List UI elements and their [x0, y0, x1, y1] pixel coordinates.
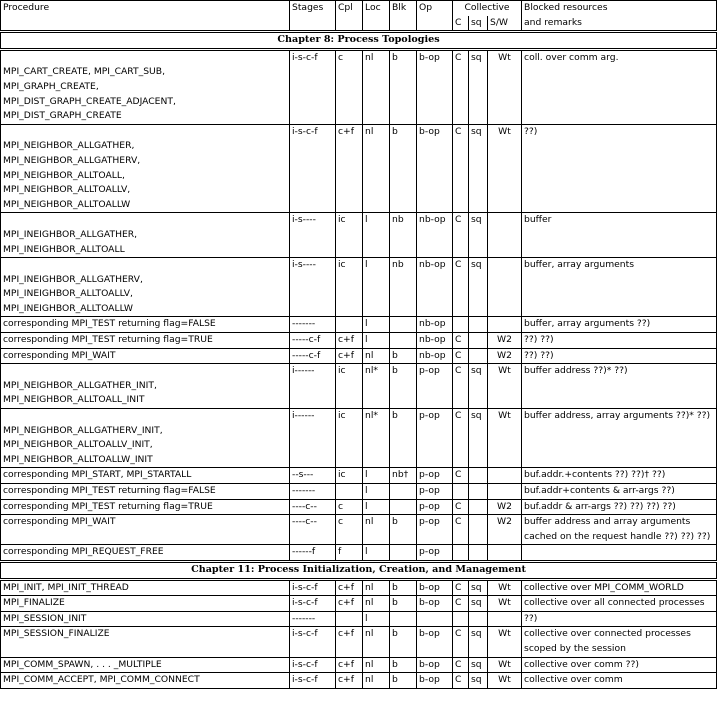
table-row [1, 409, 717, 468]
header-stages: Stages [290, 1, 336, 32]
sq-cell: sq [469, 673, 488, 689]
blk-cell: nb† [390, 468, 417, 484]
stages-cell: i------ [290, 409, 336, 468]
table-row [1, 596, 717, 612]
sq-cell: sq [469, 213, 488, 258]
blk-cell [390, 333, 417, 349]
table-row [1, 49, 717, 124]
c-cell [453, 611, 469, 627]
chapter-title: Chapter 11: Process Initialization, Creation, and Management [1, 561, 717, 579]
sw-cell: Wt [488, 596, 522, 612]
procedure-name-line: corresponding MPI_TEST returning flag=FALSE [3, 318, 216, 330]
header-blk: Blk [390, 1, 417, 32]
blk-cell: b [390, 596, 417, 612]
sq-cell [469, 317, 488, 333]
cpl-cell: ic [336, 258, 363, 317]
sw-cell: Wt [488, 124, 522, 213]
cpl-cell [336, 484, 363, 500]
table-row [1, 611, 717, 627]
op-cell: nb-op [417, 348, 453, 364]
c-cell: C [453, 596, 469, 612]
header-blocked-2: and remarks [522, 16, 717, 32]
stages-cell: i-s-c-f [290, 49, 336, 124]
table-row [1, 258, 717, 317]
procedure-name-line: MPI_CART_CREATE, MPI_CART_SUB, [3, 66, 165, 78]
stages-cell: i-s-c-f [290, 627, 336, 657]
sw-cell [488, 258, 522, 317]
stages-cell: i-s---- [290, 213, 336, 258]
remarks-cell: buf.addr.+contents ??) ??)† ??) [522, 468, 717, 484]
sw-cell [488, 545, 522, 562]
sq-cell: sq [469, 49, 488, 124]
remarks-cell: collective over MPI_COMM_WORLD [522, 579, 717, 596]
loc-cell: nl [363, 579, 390, 596]
remarks-cell: ??) [522, 124, 717, 213]
blk-cell: b [390, 657, 417, 673]
procedure-name-line: MPI_NEIGHBOR_ALLTOALLV, [3, 184, 131, 196]
loc-cell: nl [363, 596, 390, 612]
op-cell: p-op [417, 545, 453, 562]
op-cell [417, 611, 453, 627]
procedure-name-line: MPI_FINALIZE [3, 597, 65, 609]
sw-cell: Wt [488, 49, 522, 124]
blk-cell [390, 611, 417, 627]
procedure-name-line: MPI_INEIGHBOR_ALLTOALLW [3, 302, 133, 314]
sq-cell [469, 468, 488, 484]
cpl-cell: c+f [336, 673, 363, 689]
cpl-cell: c+f [336, 657, 363, 673]
loc-cell: l [363, 258, 390, 317]
procedure-cell [1, 258, 290, 317]
sw-cell [488, 317, 522, 333]
sw-cell [488, 468, 522, 484]
loc-cell: l [363, 545, 390, 562]
procedure-cell [1, 596, 290, 612]
sq-cell: sq [469, 409, 488, 468]
blk-cell [390, 317, 417, 333]
sw-cell: W2 [488, 333, 522, 349]
procedure-name-line [3, 125, 287, 140]
procedure-cell [1, 213, 290, 258]
c-cell: C [453, 627, 469, 657]
table-row [1, 484, 717, 500]
procedure-cell [1, 657, 290, 673]
remarks-cell [522, 545, 717, 562]
procedure-name-line: MPI_DIST_GRAPH_CREATE [3, 110, 122, 122]
remarks-cell: buf.addr+contents & arr-args ??) [522, 484, 717, 500]
procedure-name-line: MPI_NEIGHBOR_ALLGATHERV, [3, 154, 141, 166]
procedure-cell [1, 611, 290, 627]
procedure-name-line: MPI_NEIGHBOR_ALLTOALL, [3, 169, 125, 181]
c-cell [453, 484, 469, 500]
procedure-name-line: corresponding MPI_START, MPI_STARTALL [3, 469, 192, 481]
c-cell: C [453, 364, 469, 409]
sq-cell: sq [469, 364, 488, 409]
cpl-cell: c+f [336, 579, 363, 596]
header-collective: Collective [453, 1, 522, 16]
procedure-name-line: MPI_INEIGHBOR_ALLGATHER, [3, 228, 138, 240]
header-op: Op [417, 1, 453, 32]
blk-cell: b [390, 49, 417, 124]
remarks-cell: ??) ??) [522, 348, 717, 364]
op-cell: nb-op [417, 333, 453, 349]
loc-cell: l [363, 611, 390, 627]
procedure-cell [1, 468, 290, 484]
procedure-name-line: corresponding MPI_WAIT [3, 516, 116, 528]
cpl-cell: ic [336, 409, 363, 468]
cpl-cell: c+f [336, 596, 363, 612]
remarks-cell: buffer, array arguments ??) [522, 317, 717, 333]
blk-cell: b [390, 673, 417, 689]
procedure-name-line: MPI_SESSION_INIT [3, 612, 87, 624]
procedure-cell [1, 364, 290, 409]
table-row [1, 364, 717, 409]
loc-cell: nl [363, 673, 390, 689]
loc-cell: nl [363, 515, 390, 545]
sq-cell: sq [469, 657, 488, 673]
sq-cell [469, 333, 488, 349]
c-cell: C [453, 499, 469, 515]
table-row [1, 545, 717, 562]
procedure-name-line [3, 258, 287, 273]
stages-cell: ------- [290, 611, 336, 627]
procedure-name-line: corresponding MPI_WAIT [3, 349, 116, 361]
op-cell: p-op [417, 499, 453, 515]
procedure-cell [1, 317, 290, 333]
c-cell: C [453, 409, 469, 468]
remarks-cell: coll. over comm arg. [522, 49, 717, 124]
procedure-name-line: corresponding MPI_TEST returning flag=TRUE [3, 500, 213, 512]
remarks-cell: ??) ??) [522, 333, 717, 349]
op-cell: b-op [417, 673, 453, 689]
c-cell [453, 317, 469, 333]
sq-cell: sq [469, 627, 488, 657]
c-cell: C [453, 124, 469, 213]
table-row [1, 348, 717, 364]
op-cell: p-op [417, 364, 453, 409]
op-cell: nb-op [417, 213, 453, 258]
header-procedure: Procedure [1, 1, 290, 32]
blk-cell [390, 545, 417, 562]
blk-cell: b [390, 579, 417, 596]
procedure-cell [1, 333, 290, 349]
sq-cell: sq [469, 258, 488, 317]
op-cell: b-op [417, 657, 453, 673]
remarks-cell: collective over comm [522, 673, 717, 689]
sw-cell: Wt [488, 627, 522, 657]
stages-cell: i-s-c-f [290, 657, 336, 673]
sw-cell: W2 [488, 348, 522, 364]
op-cell: b-op [417, 596, 453, 612]
stages-cell: --s--- [290, 468, 336, 484]
table-body [1, 32, 717, 689]
procedure-name-line [3, 409, 287, 424]
loc-cell: nl [363, 627, 390, 657]
sq-cell: sq [469, 579, 488, 596]
cpl-cell: c+f [336, 124, 363, 213]
procedure-cell [1, 545, 290, 562]
header-blocked-1: Blocked resources [522, 1, 717, 16]
procedure-name-line [3, 364, 287, 379]
procedure-name-line: MPI_NEIGHBOR_ALLTOALLW [3, 198, 131, 210]
stages-cell: -----c-f [290, 348, 336, 364]
cpl-cell [336, 611, 363, 627]
sq-cell [469, 348, 488, 364]
procedure-name-line: MPI_DIST_GRAPH_CREATE_ADJACENT, [3, 95, 176, 107]
table-row [1, 657, 717, 673]
cpl-cell: c+f [336, 333, 363, 349]
stages-cell: i-s---- [290, 258, 336, 317]
remarks-cell: collective over connected processes scoped by the session [522, 627, 717, 657]
blk-cell [390, 484, 417, 500]
op-cell: p-op [417, 468, 453, 484]
remarks-cell: collective over comm ??) [522, 657, 717, 673]
sw-cell [488, 484, 522, 500]
sw-cell: Wt [488, 673, 522, 689]
procedure-cell [1, 484, 290, 500]
procedure-cell [1, 124, 290, 213]
c-cell: C [453, 579, 469, 596]
table-row [1, 333, 717, 349]
op-cell: b-op [417, 579, 453, 596]
loc-cell: nl* [363, 364, 390, 409]
loc-cell: l [363, 213, 390, 258]
table-row [1, 515, 717, 545]
remarks-cell: buffer [522, 213, 717, 258]
remarks-cell: buffer address ??)* ??) [522, 364, 717, 409]
blk-cell: nb [390, 213, 417, 258]
stages-cell: ------- [290, 484, 336, 500]
procedure-name-line: corresponding MPI_REQUEST_FREE [3, 546, 164, 558]
header-coll-sq: sq [469, 16, 488, 32]
procedure-name-line: corresponding MPI_TEST returning flag=FALSE [3, 485, 216, 496]
sw-cell: Wt [488, 409, 522, 468]
c-cell: C [453, 333, 469, 349]
stages-cell: i-s-c-f [290, 124, 336, 213]
sw-cell: Wt [488, 579, 522, 596]
cpl-cell: c+f [336, 627, 363, 657]
header-row [1, 1, 717, 16]
chapter-title: Chapter 8: Process Topologies [1, 32, 717, 50]
cpl-cell: ic [336, 468, 363, 484]
table-row [1, 579, 717, 596]
sw-cell: Wt [488, 364, 522, 409]
remarks-cell: buffer address, array arguments ??)* ??) [522, 409, 717, 468]
procedure-name-line: MPI_INEIGHBOR_ALLTOALL [3, 243, 125, 255]
c-cell: C [453, 515, 469, 545]
c-cell: C [453, 49, 469, 124]
table-row [1, 627, 717, 657]
procedure-cell [1, 515, 290, 545]
sw-cell [488, 213, 522, 258]
procedure-cell [1, 673, 290, 689]
procedure-cell [1, 499, 290, 515]
stages-cell: ------f [290, 545, 336, 562]
remarks-cell: buffer, array arguments [522, 258, 717, 317]
procedure-name-line: MPI_INEIGHBOR_ALLTOALLV, [3, 288, 133, 300]
loc-cell: l [363, 333, 390, 349]
header-coll-sw: S/W [488, 16, 522, 32]
cpl-cell: c [336, 499, 363, 515]
loc-cell: nl [363, 657, 390, 673]
cpl-cell: ic [336, 364, 363, 409]
chapter-heading-row [1, 561, 717, 579]
cpl-cell: c [336, 49, 363, 124]
procedure-name-line [3, 213, 287, 228]
procedure-name-line: MPI_NEIGHBOR_ALLTOALL_INIT [3, 394, 145, 406]
blk-cell: b [390, 515, 417, 545]
procedure-name-line: MPI_NEIGHBOR_ALLGATHER, [3, 140, 135, 152]
loc-cell: nl* [363, 409, 390, 468]
blk-cell [390, 499, 417, 515]
stages-cell: i-s-c-f [290, 673, 336, 689]
table-row [1, 124, 717, 213]
table-row [1, 673, 717, 689]
c-cell: C [453, 348, 469, 364]
procedure-name-line: MPI_NEIGHBOR_ALLGATHER_INIT, [3, 379, 157, 391]
c-cell: C [453, 657, 469, 673]
sq-cell: sq [469, 124, 488, 213]
procedure-cell [1, 409, 290, 468]
stages-cell: ----c-- [290, 499, 336, 515]
c-cell: C [453, 468, 469, 484]
sq-cell [469, 545, 488, 562]
c-cell [453, 545, 469, 562]
stages-cell: i------ [290, 364, 336, 409]
stages-cell: -----c-f [290, 333, 336, 349]
cpl-cell: c [336, 515, 363, 545]
remarks-cell: collective over all connected processes [522, 596, 717, 612]
c-cell: C [453, 673, 469, 689]
procedure-cell [1, 49, 290, 124]
header-cpl: Cpl [336, 1, 363, 32]
c-cell: C [453, 213, 469, 258]
remarks-cell: ??) [522, 611, 717, 627]
procedure-name-line: MPI_NEIGHBOR_ALLTOALLW_INIT [3, 453, 153, 465]
loc-cell: nl [363, 124, 390, 213]
sq-cell [469, 515, 488, 545]
header-coll-c: C [453, 16, 469, 32]
table-row [1, 499, 717, 515]
procedure-name-line: MPI_SESSION_FINALIZE [3, 628, 110, 640]
sw-cell: W2 [488, 515, 522, 545]
op-cell: b-op [417, 124, 453, 213]
sq-cell: sq [469, 596, 488, 612]
loc-cell: nl [363, 348, 390, 364]
procedure-name-line: MPI_INIT, MPI_INIT_THREAD [3, 581, 129, 593]
remarks-cell: buf.addr & arr-args ??) ??) ??) ??) [522, 499, 717, 515]
sq-cell [469, 484, 488, 500]
blk-cell: b [390, 124, 417, 213]
table-row [1, 468, 717, 484]
stages-cell: ----c-- [290, 515, 336, 545]
table-row [1, 317, 717, 333]
cpl-cell: c+f [336, 348, 363, 364]
stages-cell: i-s-c-f [290, 596, 336, 612]
blk-cell: b [390, 364, 417, 409]
procedure-name-line: MPI_COMM_SPAWN, . . . _MULTIPLE [3, 658, 162, 670]
blk-cell: b [390, 409, 417, 468]
cpl-cell: f [336, 545, 363, 562]
procedure-cell [1, 579, 290, 596]
op-cell: p-op [417, 515, 453, 545]
op-cell: b-op [417, 49, 453, 124]
op-cell: b-op [417, 627, 453, 657]
loc-cell: l [363, 468, 390, 484]
table-row [1, 213, 717, 258]
procedure-name-line: MPI_NEIGHBOR_ALLGATHERV_INIT, [3, 424, 163, 436]
stages-cell: ------- [290, 317, 336, 333]
header-loc: Loc [363, 1, 390, 32]
cpl-cell [336, 317, 363, 333]
procedure-cell [1, 627, 290, 657]
procedure-name-line: MPI_GRAPH_CREATE, [3, 80, 99, 92]
procedure-name-line [3, 51, 287, 66]
remarks-cell: buffer address and array arguments cached on the request handle ??) ??) ??) [522, 515, 717, 545]
procedure-name-line: MPI_NEIGHBOR_ALLTOALLV_INIT, [3, 439, 153, 451]
procedure-name-line: MPI_INEIGHBOR_ALLGATHERV, [3, 273, 143, 285]
loc-cell: l [363, 484, 390, 500]
op-cell: p-op [417, 484, 453, 500]
chapter-heading-row [1, 32, 717, 50]
sw-cell: W2 [488, 499, 522, 515]
sw-cell [488, 611, 522, 627]
blk-cell: nb [390, 258, 417, 317]
loc-cell: nl [363, 49, 390, 124]
c-cell: C [453, 258, 469, 317]
loc-cell: l [363, 317, 390, 333]
blk-cell: b [390, 627, 417, 657]
loc-cell: l [363, 499, 390, 515]
op-cell: nb-op [417, 317, 453, 333]
sw-cell: Wt [488, 657, 522, 673]
sq-cell [469, 611, 488, 627]
cpl-cell: ic [336, 213, 363, 258]
procedure-name-line: corresponding MPI_TEST returning flag=TRUE [3, 334, 213, 346]
op-cell: p-op [417, 409, 453, 468]
sq-cell [469, 499, 488, 515]
procedure-name-line: MPI_COMM_ACCEPT, MPI_COMM_CONNECT [3, 674, 200, 686]
blk-cell: b [390, 348, 417, 364]
op-cell: nb-op [417, 258, 453, 317]
procedure-cell [1, 348, 290, 364]
stages-cell: i-s-c-f [290, 579, 336, 596]
